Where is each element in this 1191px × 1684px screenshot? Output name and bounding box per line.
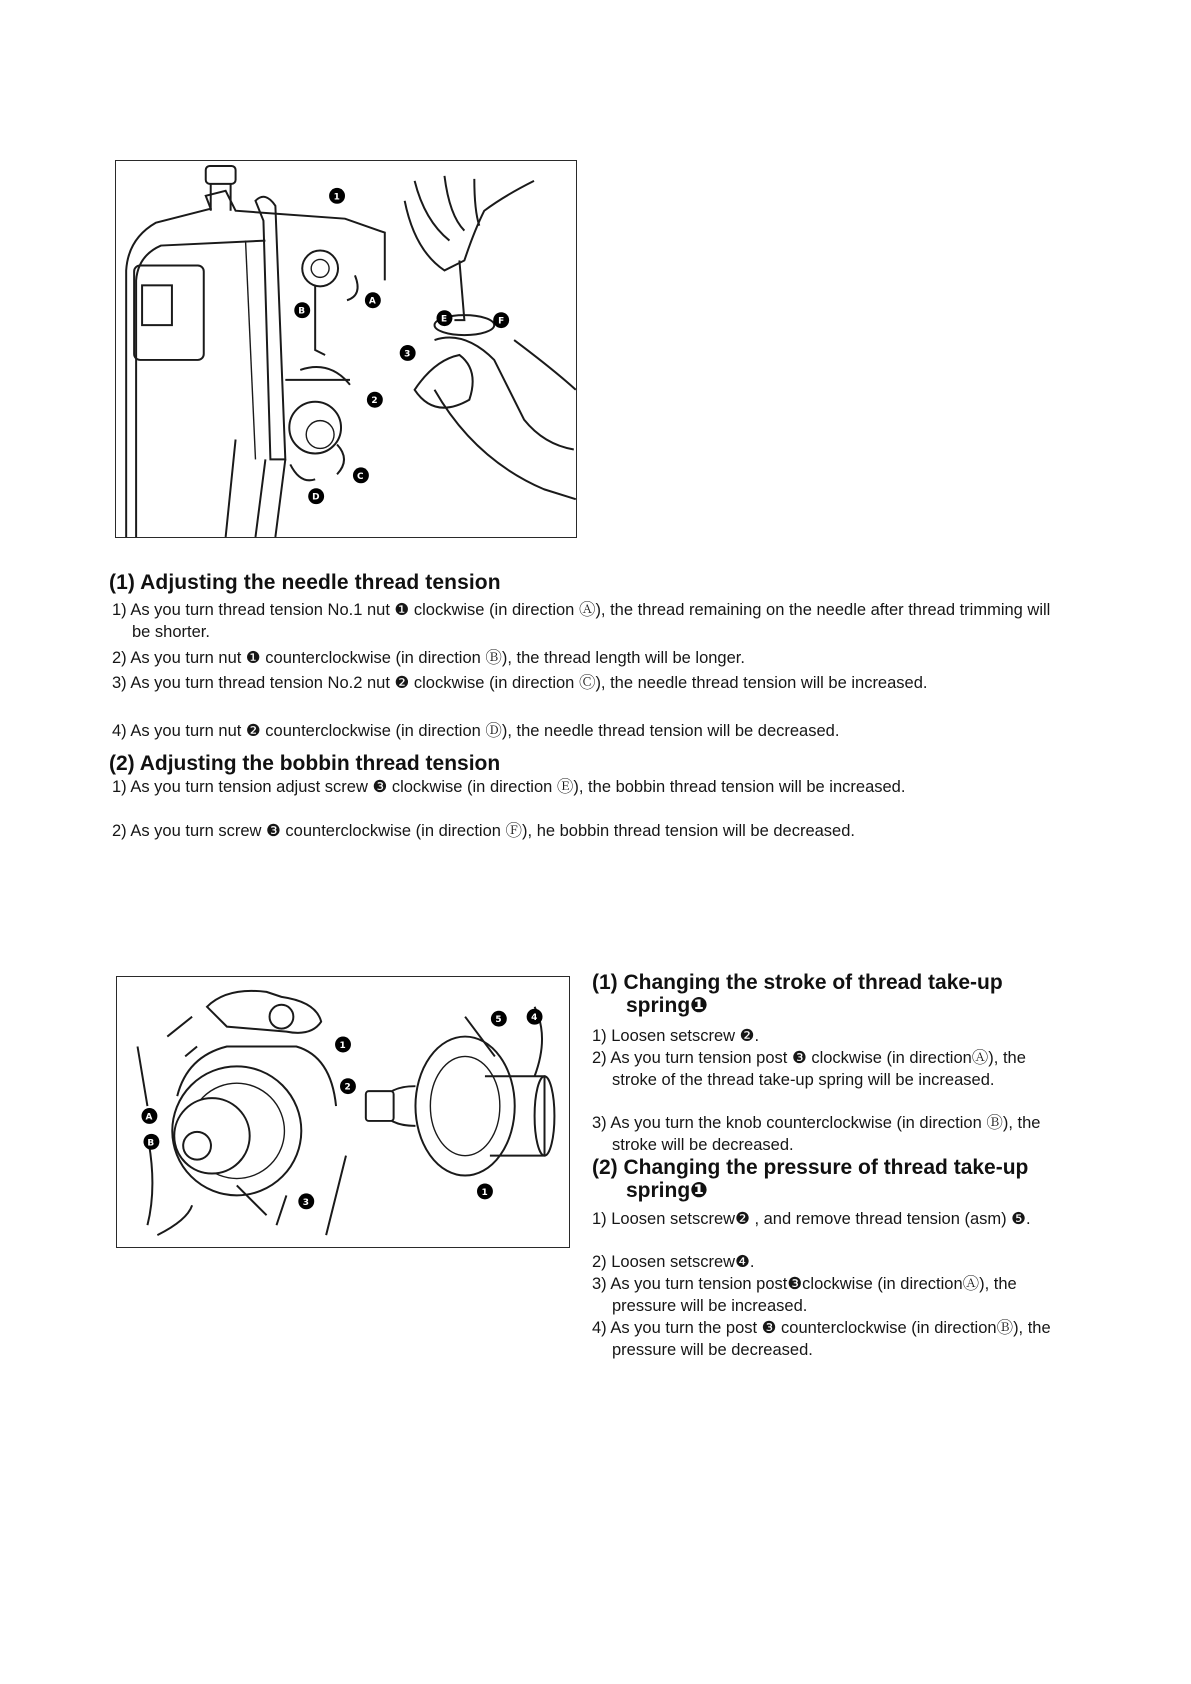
callout-F [493,312,509,328]
callout-3 [298,1193,314,1209]
svg-text:3: 3 [404,349,411,360]
needle-tension-illustration [115,160,577,538]
heading-bobbin-thread-tension: (2) Adjusting the bobbin thread tension [109,752,501,775]
step-a2-1: 1) As you turn tension adjust screw ❸ clockwise (in direction Ⓔ), the bobbin thread tension will be increased. [112,778,906,796]
step-b1-3: 3) As you turn the knob counterclockwise (in direction Ⓑ), the stroke will be decreased. [592,1114,1041,1154]
svg-text:A: A [368,296,376,307]
svg-text:D: D [312,492,320,503]
callout-E [437,310,453,326]
svg-text:E: E [440,314,448,325]
step-b2-3: 3) As you turn tension post❸clockwise (in directionⒶ), the pressure will be increased. [592,1275,1017,1315]
svg-text:1: 1 [339,1040,346,1051]
step-b1-2: 2) As you turn tension post ❸ clockwise (in directionⒶ), the stroke of the thread take-up spring will be increased. [592,1049,1026,1089]
svg-text:A: A [145,1112,153,1123]
callout-B [143,1134,159,1150]
callout-2 [340,1078,356,1094]
heading-pressure-take-up-spring: (2) Changing the pressure of thread take-up spring❶ [592,1156,1029,1202]
svg-text:C: C [356,471,364,482]
heading-needle-thread-tension: (1) Adjusting the needle thread tension [109,571,501,594]
sewing-machine-head-drawing [116,161,576,537]
callout-5 [491,1011,507,1027]
tension-assembly-drawing [117,977,569,1247]
callout-4 [527,1009,543,1025]
step-b2-1: 1) Loosen setscrew❷ , and remove thread tension (asm) ❺. [592,1210,1031,1228]
callout-B [294,302,310,318]
svg-text:2: 2 [344,1082,351,1093]
callout-C [353,467,369,483]
callout-2 [367,392,383,408]
svg-text:1: 1 [481,1187,488,1198]
callout-1 [329,188,345,204]
svg-text:2: 2 [371,396,378,407]
step-a1-2: 2) As you turn nut ❶ counterclockwise (in direction Ⓑ), the thread length will be longer. [112,649,745,667]
svg-text:B: B [298,306,306,317]
callout-A [365,292,381,308]
svg-text:3: 3 [302,1197,310,1208]
step-a1-4: 4) As you turn nut ❷ counterclockwise (in direction Ⓓ), the needle thread tension will be decreased. [112,722,840,740]
step-b2-4: 4) As you turn the post ❸ counterclockwise (in directionⒷ), the pressure will be decreased. [592,1319,1051,1359]
step-a1-3: 3) As you turn thread tension No.2 nut ❷ clockwise (in direction Ⓒ), the needle thread tension will be increased. [112,674,928,692]
svg-text:5: 5 [495,1015,502,1026]
step-b1-1: 1) Loosen setscrew ❷. [592,1027,760,1045]
callout-1-top [335,1037,351,1053]
heading-stroke-take-up-spring: (1) Changing the stroke of thread take-up spring❶ [592,971,1003,1017]
take-up-spring-illustration [116,976,570,1248]
callout-D [308,488,324,504]
step-a2-2: 2) As you turn screw ❸ counterclockwise (in direction Ⓕ), he bobbin thread tension will be decreased. [112,822,855,840]
step-a1-1: 1) As you turn thread tension No.1 nut ❶ clockwise (in direction Ⓐ), the thread remaining on the needle after thread trimming will be shorter. [112,601,1051,641]
svg-text:1: 1 [333,192,340,203]
step-b2-2: 2) Loosen setscrew❹. [592,1253,755,1271]
svg-text:4: 4 [531,1013,538,1024]
callout-3 [400,345,416,361]
callout-A [141,1108,157,1124]
svg-text:F: F [498,316,505,327]
svg-text:B: B [147,1138,155,1149]
callout-1-bottom [477,1183,493,1199]
